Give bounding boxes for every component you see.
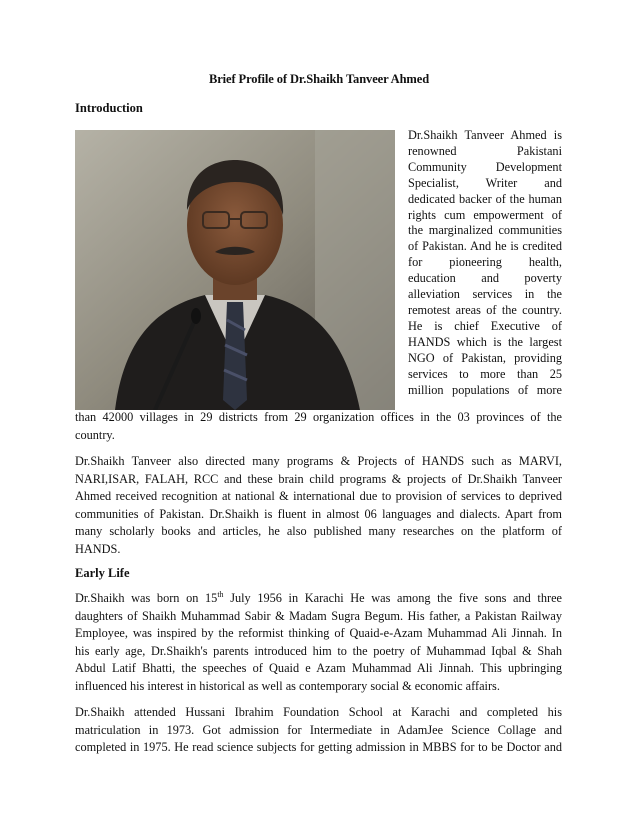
text-line: HANDS. bbox=[75, 541, 121, 556]
text-line: services to more than 25 bbox=[408, 366, 562, 381]
text-line: alleviation services in the bbox=[408, 287, 562, 302]
text-line: dedicated backer of the human bbox=[408, 191, 562, 206]
text-line: NGO of Pakistan, providing bbox=[408, 350, 562, 365]
text-line: for pioneering health, bbox=[408, 255, 562, 270]
text-line: remotest areas of the country. bbox=[408, 302, 562, 317]
text-line: HANDS which is the largest bbox=[408, 334, 562, 349]
text-line: renowned Pakistani bbox=[408, 143, 562, 158]
text-line: than 42000 villages in 29 districts from 29 organization offices in the 03 provinces of the bbox=[75, 410, 562, 424]
text-line: the marginalized communities bbox=[408, 223, 562, 238]
birth-text-start: Dr.Shaikh was born on 15 bbox=[75, 591, 218, 605]
text-line: rights cum empowerment of bbox=[408, 207, 562, 222]
portrait-photo-icon bbox=[75, 130, 395, 410]
text-line: daughters of Shaikh Muhammad Sabir & Madam Sugra Begum. His father, a Pakistan Railway bbox=[75, 608, 562, 623]
text-line bbox=[75, 590, 562, 608]
text-line: Specialist, Writer and bbox=[408, 175, 562, 190]
text-line: completed in 1975. He read science subjects for getting admission in MBBS for to be Doctor and bbox=[75, 740, 562, 755]
section-heading-introduction: Introduction bbox=[75, 101, 143, 115]
text-line: NARI,ISAR, FALAH, RCC and these brain child programs & projects of Dr.Shaikh Tanveer bbox=[75, 471, 562, 486]
programs-paragraph bbox=[75, 453, 562, 559]
portrait-photo bbox=[75, 130, 395, 410]
text-line: country. bbox=[75, 427, 115, 442]
text-line: communities of Pakistan. Dr.Shaikh is fluent in almost 06 languages and dialects. Apart from bbox=[75, 506, 562, 521]
text-line: Ahmed received recognition at national & international due to provision of services to deprived bbox=[75, 489, 562, 504]
text-line: He is chief Executive of bbox=[408, 318, 562, 333]
text-line: many scholarly books and articles, he also published many researches on the platform of bbox=[75, 524, 562, 539]
education-paragraph bbox=[75, 704, 562, 757]
birth-text-end: July 1956 in Karachi He was among the five sons and three bbox=[223, 591, 562, 605]
text-line: of Pakistan. And he is credited bbox=[408, 239, 562, 254]
text-line: education and poverty bbox=[408, 271, 562, 286]
text-line: Dr.Shaikh Tanveer Ahmed is bbox=[408, 128, 562, 142]
text-line: Dr.Shaikh attended Hussani Ibrahim Foundation School at Karachi and completed his bbox=[75, 705, 562, 719]
text-line: Employee, was inspired by the reformist thinking of Quaid-e-Azam Muhammad Ali Jinnah. In bbox=[75, 626, 562, 641]
introduction-continued-paragraph bbox=[75, 409, 562, 444]
document-title: Brief Profile of Dr.Shaikh Tanveer Ahmed bbox=[208, 72, 430, 86]
text-line: Community Development bbox=[408, 159, 562, 174]
early-life-paragraph bbox=[75, 590, 562, 696]
introduction-text-column bbox=[408, 128, 562, 398]
text-line: Dr.Shaikh Tanveer also directed many programs & Projects of HANDS such as MARVI, bbox=[75, 454, 562, 468]
text-line: matriculation in 1973. Got admission for Intermediate in AdamJee Science Collage and bbox=[75, 722, 562, 737]
text-line: influenced his interest in historical as well as contemporary social & economic affairs. bbox=[75, 678, 500, 693]
section-heading-early-life: Early Life bbox=[75, 566, 130, 580]
text-line: his early age, Dr.Shaikh's parents introduced him to the poetry of Muhammad Iqbal & Shah bbox=[75, 643, 562, 658]
text-line: million populations of more bbox=[408, 382, 562, 397]
text-line: Abdul Latif Bhatti, the speeches of Quaid e Azam Muhammad Ali Jinnah. This upbringing bbox=[75, 661, 562, 676]
ordinal-suffix: th bbox=[217, 589, 224, 599]
